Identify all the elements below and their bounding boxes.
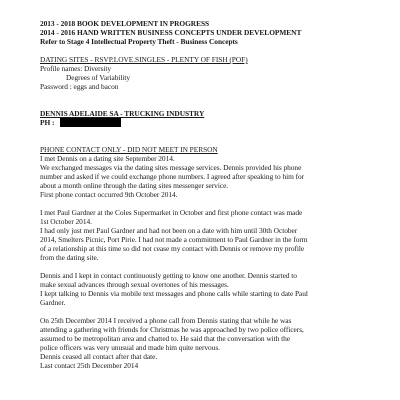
section-3-line: Dennis and I kept in contact continuously getting to know one another. Dennis started to bbox=[40, 271, 297, 280]
section-2-line: from the dating site. bbox=[40, 253, 99, 262]
section-2-line: I had only just met Paul Gardner and had not been on a date with him until 30th October bbox=[40, 226, 298, 235]
section-2-line: I met Paul Gardner at the Coles Supermarket in October and first phone contact was made bbox=[40, 208, 303, 217]
profile-names: Profile names: Diversity bbox=[40, 64, 112, 73]
section-1-line: First phone contact occurred 9th October 2014. bbox=[40, 190, 178, 199]
section-2-line: 1st October 2014. bbox=[40, 217, 92, 226]
section-4-line: Last contact 25th December 2014 bbox=[40, 361, 139, 370]
section-1-line: I met Dennis on a dating site September 2014. bbox=[40, 154, 175, 163]
dating-block bbox=[40, 55, 394, 91]
section-2-line: 2014, Smelters Picnic, Port Pirie. I had not made a commitment to Paul Gardner in the form bbox=[40, 235, 308, 244]
section-1-line: about a month online through the dating sites messenger service. bbox=[40, 181, 229, 190]
section-1-heading: PHONE CONTACT ONLY - DID NOT MEET IN PERSON bbox=[40, 145, 218, 154]
section-3-line: Gardner. bbox=[40, 298, 66, 307]
dating-heading: DATING SITES - RSVP.LOVE.SINGLES - PLENTY OF FISH (POF) bbox=[40, 55, 248, 64]
section-3 bbox=[40, 271, 394, 307]
section-1 bbox=[40, 145, 394, 199]
section-4-line: On 25th December 2014 I received a phone call from Dennis stating that while he was bbox=[40, 316, 292, 325]
header-line-1: 2013 - 2018 BOOK DEVELOPMENT IN PROGRESS bbox=[40, 19, 210, 28]
section-4 bbox=[40, 316, 394, 370]
section-4-line: assumed to be metropolitan area and chatted to. He said that the conversation with the bbox=[40, 334, 290, 343]
section-3-line: make sexual advances through sexual overtones of his messages. bbox=[40, 280, 229, 289]
contact-heading: DENNIS ADELAIDE SA - TRUCKING INDUSTRY bbox=[40, 109, 205, 118]
header-line-2: 2014 - 2016 HAND WRITTEN BUSINESS CONCEPTS UNDER DEVELOPMENT bbox=[40, 28, 302, 37]
section-2 bbox=[40, 208, 394, 262]
phone-label: PH : bbox=[40, 118, 55, 127]
section-3-line: I kept talking to Dennis via mobile text messages and phone calls while starting to date Paul bbox=[40, 289, 308, 298]
phone-row bbox=[40, 118, 394, 127]
section-1-line: number and asked if we could exchange phone numbers. I agreed after speaking to him for bbox=[40, 172, 305, 181]
contact-block bbox=[40, 109, 394, 127]
section-2-line: of a relationship at this time so did not cease my contact with Dennis or remove my profile bbox=[40, 244, 305, 253]
section-4-line: police officers was very unusual and made him quite nervous. bbox=[40, 343, 220, 352]
section-1-line: We exchanged messages via the dating sites message services. Dennis provided his phone bbox=[40, 163, 302, 172]
password-line: Password : eggs and bacon bbox=[40, 82, 119, 91]
header-block bbox=[40, 19, 394, 46]
section-4-line: Dennis ceased all contact after that date. bbox=[40, 352, 158, 361]
profile-names-2: Degrees of Variability bbox=[66, 73, 131, 82]
section-4-line: attending a gathering with friends for Christmas he was approached by two police officers, bbox=[40, 325, 304, 334]
redaction-bar bbox=[60, 118, 121, 127]
header-line-3: Refer to Stage 4 Intellectual Property Theft - Business Concepts bbox=[40, 37, 238, 46]
